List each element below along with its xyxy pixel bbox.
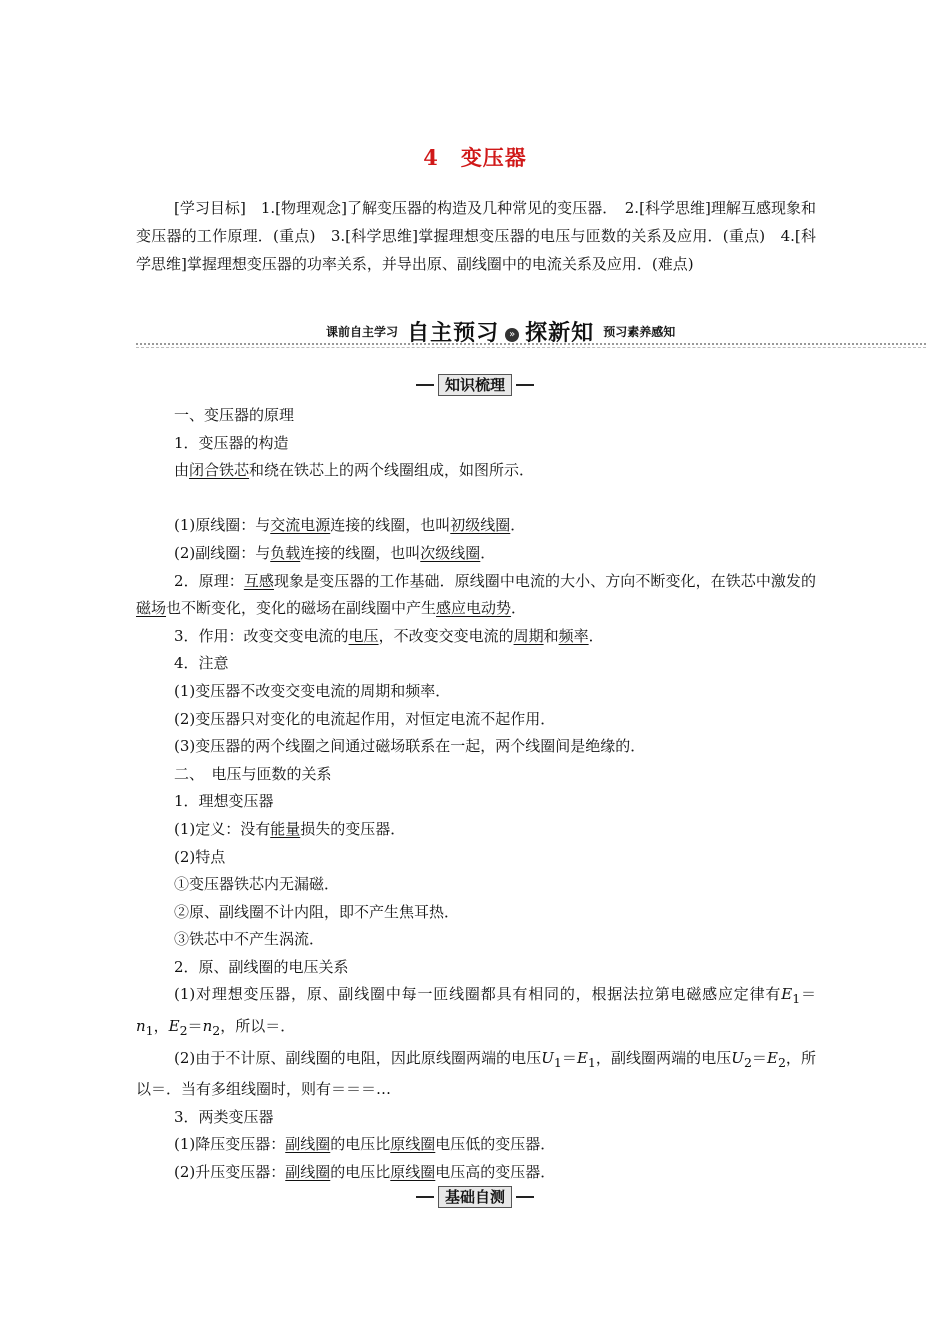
answer-blank: 电压 [348, 626, 379, 645]
paragraph: (2)由于不计原、副线圈的电阻，因此原线圈两端的电压$U_1=E_1$，副线圈两端的电压$U_2=E_2$，所以＝．当有多组线圈时，则有＝＝＝… [136, 1048, 816, 1099]
paragraph: (2)副线圈：与负载连接的线圈，也叫次级线圈． [174, 543, 496, 562]
banner-title-1: 自主预习 [407, 321, 500, 346]
paragraph: ①变压器铁芯内无漏磁． [174, 875, 340, 894]
learning-goals [136, 194, 816, 278]
paragraph: (2)特点 [174, 847, 226, 866]
banner-right-text: 预习素养感知 [603, 325, 676, 339]
paragraph: 1．变压器的构造 [174, 433, 289, 452]
paragraph: 由闭合铁芯和绕在铁芯上的两个线圈组成，如图所示． [174, 461, 535, 480]
section-heading-label: 基础自测 [438, 1186, 512, 1208]
section-heading-knowledge [0, 374, 950, 396]
answer-blank: 闭合铁芯 [189, 461, 250, 480]
section-banner [136, 316, 926, 352]
paragraph: (1)变压器不改变交变电流的周期和频率． [174, 681, 451, 700]
answer-blank: 次级线圈 [420, 543, 481, 562]
paragraph: (2)变压器只对变化的电流起作用，对恒定电流不起作用． [174, 709, 556, 728]
paragraph: (1)定义：没有能量损失的变压器． [174, 819, 406, 838]
paragraph: 4．注意 [174, 654, 229, 673]
answer-blank: 频率 [558, 626, 589, 645]
figure-placeholder [136, 485, 816, 513]
paragraph: (1)降压变压器：副线圈的电压比原线圈电压低的变压器． [174, 1135, 556, 1154]
answer-blank: 副线圈 [285, 1135, 331, 1154]
paragraph: 1．理想变压器 [174, 792, 274, 811]
paragraph: (1)原线圈：与交流电源连接的线圈，也叫初级线圈． [174, 516, 526, 535]
document-body [136, 402, 816, 1187]
section-heading-selftest [0, 1186, 950, 1208]
learning-goals-text: [学习目标] 1.[物理观念]了解变压器的构造及几种常见的变压器． 2.[科学思维]理解互感现象和变压器的工作原理．(重点) 3.[科学思维]掌握理想变压器的电压与匝数的关系及应用．(重点) 4.[科学思维]掌握理想变压器的功率关系，并导出原、副线圈中的电流关系及应用．(难点) [136, 199, 816, 273]
answer-blank: 原线圈 [390, 1135, 436, 1154]
paragraph: 2．原理：互感现象是变压器的工作基础．原线圈中电流的大小、方向不断变化，在铁芯中激发的磁场也不断变化，变化的磁场在副线圈中产生感应电动势． [136, 571, 816, 618]
double-arrow-icon: » [505, 328, 519, 342]
banner-left-text: 课前自主学习 [326, 325, 399, 339]
paragraph: 一、变压器的原理 [174, 406, 295, 424]
section-title: 变压器 [460, 145, 527, 170]
answer-blank: 磁场 [136, 599, 167, 618]
answer-blank: 周期 [513, 626, 544, 645]
page-title [0, 142, 950, 172]
paragraph: ③铁芯中不产生涡流． [174, 930, 325, 949]
paragraph: (3)变压器的两个线圈之间通过磁场联系在一起，两个线圈间是绝缘的． [174, 737, 646, 756]
paragraph: ②原、副线圈不计内阻，即不产生焦耳热． [174, 902, 460, 921]
answer-blank: 感应电动势 [436, 599, 512, 618]
section-number: 4 [423, 145, 439, 170]
paragraph: (1)对理想变压器，原、副线圈中每一匝线圈都具有相同的，根据法拉第电磁感应定律有$E_1=n_1$，$E_2=n_2$，所以＝． [136, 985, 816, 1039]
answer-blank: 负载 [270, 543, 301, 562]
paragraph: 3．作用：改变交变电流的电压，不改变交变电流的周期和频率． [174, 626, 604, 645]
answer-blank: 互感 [243, 571, 274, 590]
section-heading-label: 知识梳理 [438, 374, 512, 396]
paragraph: 3．两类变压器 [174, 1107, 274, 1126]
answer-blank: 交流电源 [270, 516, 331, 535]
banner-title-2: 探新知 [525, 321, 595, 346]
answer-blank: 副线圈 [285, 1163, 331, 1182]
paragraph: 二、 电压与匝数的关系 [174, 764, 332, 783]
paragraph: (2)升压变压器：副线圈的电压比原线圈电压高的变压器． [174, 1163, 556, 1182]
answer-blank: 原线圈 [390, 1163, 436, 1182]
answer-blank: 能量 [270, 819, 301, 838]
paragraph: 2．原、副线圈的电压关系 [174, 957, 349, 976]
answer-blank: 初级线圈 [450, 516, 511, 535]
